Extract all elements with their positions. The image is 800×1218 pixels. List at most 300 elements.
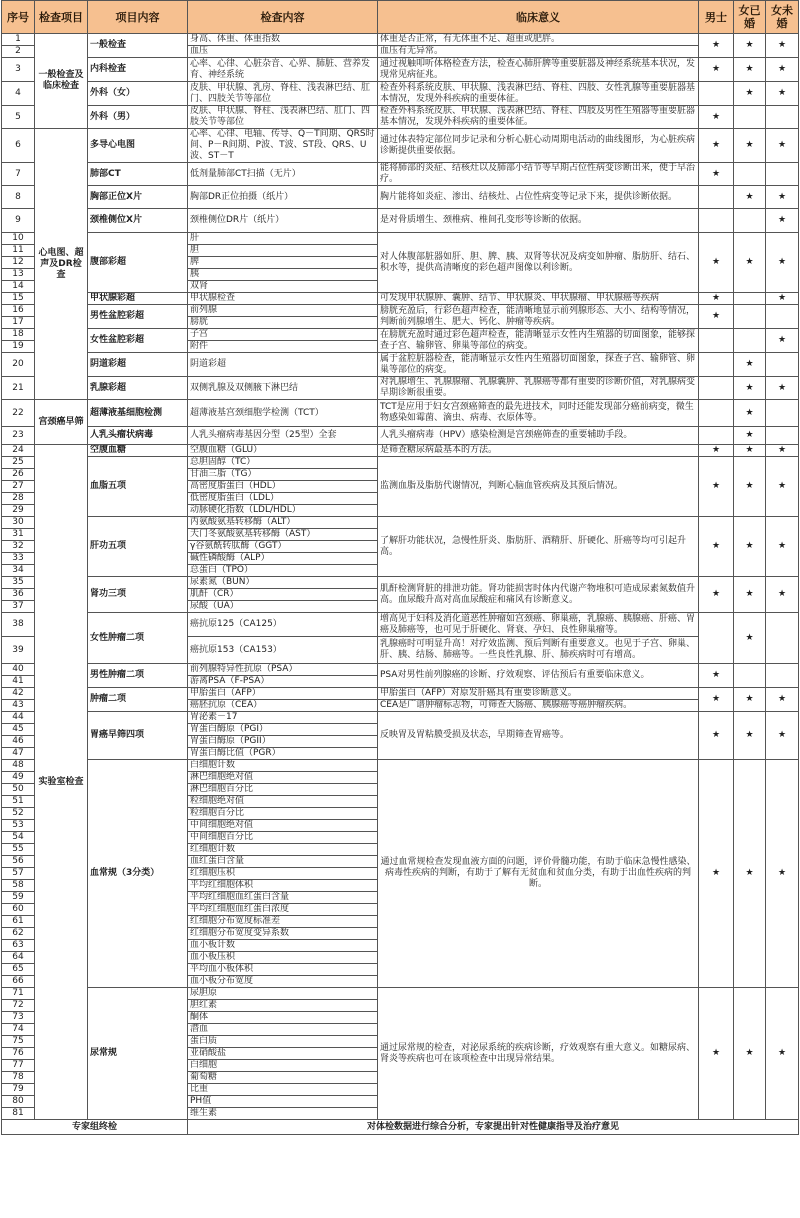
row-number: 33 xyxy=(2,553,35,565)
row-number: 22 xyxy=(2,400,35,427)
row-number: 48 xyxy=(2,760,35,772)
row-number: 14 xyxy=(2,281,35,293)
female-unmarried-star xyxy=(766,353,799,377)
row-number: 36 xyxy=(2,589,35,601)
content-cell: 胃蛋白酶原（PGII） xyxy=(188,736,378,748)
row-number: 50 xyxy=(2,784,35,796)
row-number: 76 xyxy=(2,1048,35,1060)
row-number: 2 xyxy=(2,46,35,58)
content-cell: 尿素氮（BUN） xyxy=(188,577,378,589)
row-number: 10 xyxy=(2,233,35,245)
content-cell: 低密度脂蛋白（LDL） xyxy=(188,493,378,505)
row-number: 62 xyxy=(2,928,35,940)
female-unmarried-star: ★ xyxy=(766,58,799,82)
content-cell: 胸部DR正位拍摄（纸片） xyxy=(188,186,378,209)
content-cell: 平均红细胞血红蛋白浓度 xyxy=(188,904,378,916)
content-cell: 胆红素 xyxy=(188,1000,378,1012)
content-cell: 红细胞压积 xyxy=(188,868,378,880)
female-unmarried-star xyxy=(766,664,799,688)
row-number: 17 xyxy=(2,317,35,329)
row-number: 81 xyxy=(2,1108,35,1120)
header-male: 男士 xyxy=(699,1,734,34)
table-row xyxy=(2,34,799,46)
item-name: 胃癌早筛四项 xyxy=(88,712,188,760)
row-number: 56 xyxy=(2,856,35,868)
male-star xyxy=(699,82,734,106)
row-number: 5 xyxy=(2,106,35,129)
female-married-star: ★ xyxy=(734,34,766,58)
content-cell: 皮肤、甲状腺、脊柱、浅表淋巴结、肛门、四肢关节等部位 xyxy=(188,106,378,129)
table-row xyxy=(2,427,799,445)
item-name: 男性肿瘤二项 xyxy=(88,664,188,688)
male-star: ★ xyxy=(699,233,734,293)
row-number: 29 xyxy=(2,505,35,517)
header-row xyxy=(2,1,799,34)
male-star: ★ xyxy=(699,445,734,457)
meaning-cell: 属于盆腔脏器检查，能清晰显示女性内生殖器切面图象，探查子宫、输卵管、卵巢等部位的病变。 xyxy=(378,353,699,377)
row-number: 8 xyxy=(2,186,35,209)
row-number: 42 xyxy=(2,688,35,700)
female-unmarried-star: ★ xyxy=(766,82,799,106)
table-row xyxy=(2,82,799,106)
item-name: 乳腺彩超 xyxy=(88,377,188,400)
content-cell: 皮肤、甲状腺、乳房、脊柱、浅表淋巴结、肛门、四肢关节等部位 xyxy=(188,82,378,106)
content-cell: 肌酐（CR） xyxy=(188,589,378,601)
male-star: ★ xyxy=(699,712,734,760)
header-content: 检查内容 xyxy=(188,1,378,34)
female-married-star: ★ xyxy=(734,82,766,106)
meaning-cell: 了解肝功能状况，急慢性肝炎、脂肪肝、酒精肝、肝硬化、肝癌等均可引起升高。 xyxy=(378,517,699,577)
row-number: 78 xyxy=(2,1072,35,1084)
content-cell: 低剂量肺部CT扫描（无片） xyxy=(188,163,378,186)
row-number: 73 xyxy=(2,1012,35,1024)
meaning-cell: 对人体腹部脏器如肝、胆、脾、胰、双肾等状况及病变如肿瘤、脂肪肝、结石、积水等，提供高清晰度的彩色超声图像以利诊断。 xyxy=(378,233,699,293)
table-row xyxy=(2,664,799,676)
content-cell: 胰 xyxy=(188,269,378,281)
male-star: ★ xyxy=(699,664,734,688)
female-married-star: ★ xyxy=(734,353,766,377)
row-number: 77 xyxy=(2,1060,35,1072)
row-number: 79 xyxy=(2,1084,35,1096)
meaning-cell: 体重是否正常，有无体重不足、超重或肥胖。 xyxy=(378,34,699,46)
content-cell: 胆 xyxy=(188,245,378,257)
table-row xyxy=(2,517,799,529)
row-number: 18 xyxy=(2,329,35,341)
row-number: 4 xyxy=(2,82,35,106)
meaning-cell: 甲胎蛋白（AFP）对原发肝癌具有重要诊断意义。 xyxy=(378,688,699,700)
male-star xyxy=(699,209,734,233)
footer-label: 专家组终检 xyxy=(2,1120,188,1135)
item-name: 甲状腺彩超 xyxy=(88,293,188,305)
row-number: 3 xyxy=(2,58,35,82)
content-cell: 亚硝酸盐 xyxy=(188,1048,378,1060)
content-cell: 胃蛋白酶比值（PGR） xyxy=(188,748,378,760)
female-married-star: ★ xyxy=(734,427,766,445)
content-cell: 人乳头瘤病毒基因分型（25型）全套 xyxy=(188,427,378,445)
female-married-star xyxy=(734,163,766,186)
row-number: 44 xyxy=(2,712,35,724)
female-unmarried-star: ★ xyxy=(766,377,799,400)
table-row xyxy=(2,445,799,457)
male-star: ★ xyxy=(699,58,734,82)
content-cell: 心率、心律、电轴、传导、Q－T间期、QRS时间、P－R间期、P波、T波、ST段、QRS、U波、ST－T xyxy=(188,129,378,163)
female-married-star: ★ xyxy=(734,688,766,712)
female-unmarried-star xyxy=(766,163,799,186)
male-star xyxy=(699,377,734,400)
female-married-star: ★ xyxy=(734,233,766,293)
item-name: 外科（女） xyxy=(88,82,188,106)
content-cell: 蛋白质 xyxy=(188,1036,378,1048)
content-cell: 前列腺 xyxy=(188,305,378,317)
row-number: 63 xyxy=(2,940,35,952)
content-cell: 双肾 xyxy=(188,281,378,293)
table-row xyxy=(2,106,799,129)
content-cell: 癌胚抗原（CEA） xyxy=(188,700,378,712)
female-unmarried-star: ★ xyxy=(766,988,799,1120)
female-unmarried-star xyxy=(766,400,799,427)
row-number: 43 xyxy=(2,700,35,712)
meaning-cell: 通过尿常规的检查，对泌尿系统的疾病诊断，疗效观察有重大意义。如糖尿病、肾炎等疾病也可在该项检查中出现异常结果。 xyxy=(378,988,699,1120)
content-cell: 癌抗原125（CA125） xyxy=(188,613,378,637)
male-star: ★ xyxy=(699,457,734,517)
header-category: 检查项目 xyxy=(35,1,88,34)
male-star: ★ xyxy=(699,760,734,988)
male-star xyxy=(699,329,734,353)
content-cell: 平均红细胞体积 xyxy=(188,880,378,892)
content-cell: 总胆固醇（TC） xyxy=(188,457,378,469)
row-number: 65 xyxy=(2,964,35,976)
male-star xyxy=(699,186,734,209)
row-number: 31 xyxy=(2,529,35,541)
row-number: 64 xyxy=(2,952,35,964)
row-number: 27 xyxy=(2,481,35,493)
content-cell: 阴道彩超 xyxy=(188,353,378,377)
male-star xyxy=(699,400,734,427)
female-unmarried-star: ★ xyxy=(766,457,799,517)
row-number: 53 xyxy=(2,820,35,832)
row-number: 32 xyxy=(2,541,35,553)
content-cell: 中间细胞百分比 xyxy=(188,832,378,844)
content-cell: 粒细胞绝对值 xyxy=(188,796,378,808)
item-name: 肿瘤二项 xyxy=(88,688,188,712)
row-number: 12 xyxy=(2,257,35,269)
content-cell: 血小板计数 xyxy=(188,940,378,952)
content-cell: 红细胞计数 xyxy=(188,844,378,856)
content-cell: 红细胞分布宽度变异系数 xyxy=(188,928,378,940)
item-name: 空腹血糖 xyxy=(88,445,188,457)
male-star: ★ xyxy=(699,988,734,1120)
content-cell: 白细胞 xyxy=(188,1060,378,1072)
item-name: 多导心电图 xyxy=(88,129,188,163)
row-number: 80 xyxy=(2,1096,35,1108)
content-cell: 血压 xyxy=(188,46,378,58)
content-cell: 尿胆原 xyxy=(188,988,378,1000)
table-row xyxy=(2,760,799,772)
meaning-cell: 通过视触叩听体格检查方法，检查心肺肝脾等重要脏器及神经系统基本状况，发现常见病征兆。 xyxy=(378,58,699,82)
row-number: 9 xyxy=(2,209,35,233)
content-cell: 甲状腺检查 xyxy=(188,293,378,305)
content-cell: 胃泌素－17 xyxy=(188,712,378,724)
item-name: 一般检查 xyxy=(88,34,188,58)
meaning-cell: 通过血常规检查发现血液方面的问题，评价骨髓功能，有助于临床急慢性感染、病毒性疾病的判断，有助于了解有无贫血和贫血分类，有助于出血性疾病的判断。 xyxy=(378,760,699,988)
male-star xyxy=(699,613,734,664)
male-star: ★ xyxy=(699,129,734,163)
row-number: 49 xyxy=(2,772,35,784)
category-cell: 实验室检查 xyxy=(35,445,88,1120)
table-row xyxy=(2,457,799,469)
content-cell: 肝 xyxy=(188,233,378,245)
meaning-cell: 能将肺部的炎症、结核灶以及肺部小结节等早期占位性病变诊断出来，便于早治疗。 xyxy=(378,163,699,186)
content-cell: 平均血小板体积 xyxy=(188,964,378,976)
content-cell: 平均红细胞血红蛋白含量 xyxy=(188,892,378,904)
table-row xyxy=(2,329,799,341)
content-cell: 血小板分布宽度 xyxy=(188,976,378,988)
row-number: 21 xyxy=(2,377,35,400)
content-cell: 膀胱 xyxy=(188,317,378,329)
female-married-star: ★ xyxy=(734,445,766,457)
content-cell: 淋巴细胞绝对值 xyxy=(188,772,378,784)
meaning-cell: 血压有无异常。 xyxy=(378,46,699,58)
table-row xyxy=(2,577,799,589)
row-number: 39 xyxy=(2,637,35,664)
table-row xyxy=(2,613,799,637)
item-name: 超薄液基细胞检测 xyxy=(88,400,188,427)
female-unmarried-star: ★ xyxy=(766,233,799,293)
row-number: 38 xyxy=(2,613,35,637)
male-star: ★ xyxy=(699,577,734,613)
header-item: 项目内容 xyxy=(88,1,188,34)
item-name: 肺部CT xyxy=(88,163,188,186)
item-name: 男性盆腔彩超 xyxy=(88,305,188,329)
female-married-star xyxy=(734,329,766,353)
content-cell: 身高、体重、体重指数 xyxy=(188,34,378,46)
meaning-cell: 检查外科系统皮肤、甲状腺、浅表淋巴结、脊柱、四肢、女性乳腺等重要脏器基本情况，发现外科疾病的重要体征。 xyxy=(378,82,699,106)
header-no: 序号 xyxy=(2,1,35,34)
female-married-star xyxy=(734,293,766,305)
female-unmarried-star: ★ xyxy=(766,517,799,577)
table-row xyxy=(2,58,799,82)
female-unmarried-star xyxy=(766,427,799,445)
meaning-cell: 膀胱充盈后，行彩色超声检查，能清晰地显示前列腺形态、大小、结构等情况，判断前列腺增生、肥大、钙化、肿瘤等疾病。 xyxy=(378,305,699,329)
female-married-star: ★ xyxy=(734,577,766,613)
row-number: 47 xyxy=(2,748,35,760)
female-married-star: ★ xyxy=(734,58,766,82)
female-unmarried-star: ★ xyxy=(766,34,799,58)
meaning-cell: TCT是应用于妇女宫颈癌筛查的最先进技术，同时还能发现部分癌前病变，微生物感染如霉菌、滴虫、病毒、衣原体等。 xyxy=(378,400,699,427)
content-cell: 附件 xyxy=(188,341,378,353)
item-name: 尿常规 xyxy=(88,988,188,1120)
item-name: 颈椎侧位X片 xyxy=(88,209,188,233)
female-unmarried-star: ★ xyxy=(766,760,799,988)
health-checkup-table xyxy=(1,0,799,1135)
female-unmarried-star: ★ xyxy=(766,293,799,305)
row-number: 61 xyxy=(2,916,35,928)
female-unmarried-star xyxy=(766,305,799,329)
header-meaning: 临床意义 xyxy=(378,1,699,34)
footer-text: 对体检数据进行综合分析，专家提出针对性健康指导及治疗意见 xyxy=(188,1120,799,1135)
content-cell: 脾 xyxy=(188,257,378,269)
row-number: 15 xyxy=(2,293,35,305)
female-unmarried-star: ★ xyxy=(766,688,799,712)
item-name: 血脂五项 xyxy=(88,457,188,517)
content-cell: 红细胞分布宽度标准差 xyxy=(188,916,378,928)
table-row xyxy=(2,712,799,724)
female-married-star: ★ xyxy=(734,712,766,760)
meaning-cell: 通过体表特定部位同步记录和分析心脏心动周期电活动的曲线图形，为心脏疾病诊断提供重要依据。 xyxy=(378,129,699,163)
female-unmarried-star: ★ xyxy=(766,186,799,209)
row-number: 24 xyxy=(2,445,35,457)
table-row xyxy=(2,233,799,245)
female-married-star: ★ xyxy=(734,517,766,577)
female-married-star: ★ xyxy=(734,186,766,209)
female-married-star xyxy=(734,664,766,688)
row-number: 60 xyxy=(2,904,35,916)
male-star: ★ xyxy=(699,163,734,186)
content-cell: 丙氨酸氨基转移酶（ALT） xyxy=(188,517,378,529)
item-name: 腹部彩超 xyxy=(88,233,188,293)
content-cell: γ谷氨酰转肽酶（GGT） xyxy=(188,541,378,553)
female-unmarried-star xyxy=(766,613,799,664)
category-cell: 一般检查及临床检查 xyxy=(35,34,88,129)
row-number: 6 xyxy=(2,129,35,163)
content-cell: 尿酸（UA） xyxy=(188,601,378,613)
content-cell: 甘油三脂（TG） xyxy=(188,469,378,481)
meaning-cell: 人乳头瘤病毒（HPV）感染检测是宫颈癌筛查的重要辅助手段。 xyxy=(378,427,699,445)
content-cell: 葡萄糖 xyxy=(188,1072,378,1084)
table-row xyxy=(2,377,799,400)
meaning-cell: 是对骨质增生、颈椎病、椎间孔变形等诊断的依据。 xyxy=(378,209,699,233)
content-cell: 超薄液基宫颈细胞学检测（TCT） xyxy=(188,400,378,427)
content-cell: 颈椎侧位DR片（纸片） xyxy=(188,209,378,233)
row-number: 11 xyxy=(2,245,35,257)
row-number: 16 xyxy=(2,305,35,317)
content-cell: 粒细胞百分比 xyxy=(188,808,378,820)
female-married-star: ★ xyxy=(734,760,766,988)
row-number: 35 xyxy=(2,577,35,589)
content-cell: 游离PSA（F-PSA） xyxy=(188,676,378,688)
item-name: 外科（男） xyxy=(88,106,188,129)
content-cell: 潜血 xyxy=(188,1024,378,1036)
row-number: 72 xyxy=(2,1000,35,1012)
content-cell: 心率、心律、心脏杂音、心界、肺脏、营养发育、神经系统 xyxy=(188,58,378,82)
meaning-cell: 监测血脂及脂肪代谢情况，判断心脑血管疾病及其预后情况。 xyxy=(378,457,699,517)
row-number: 52 xyxy=(2,808,35,820)
row-number: 40 xyxy=(2,664,35,676)
male-star: ★ xyxy=(699,517,734,577)
male-star: ★ xyxy=(699,106,734,129)
row-number: 66 xyxy=(2,976,35,988)
content-cell: 中间细胞绝对值 xyxy=(188,820,378,832)
row-number: 34 xyxy=(2,565,35,577)
content-cell: 子宫 xyxy=(188,329,378,341)
male-star xyxy=(699,353,734,377)
footer-row xyxy=(2,1120,799,1135)
content-cell: 空腹血糖（GLU） xyxy=(188,445,378,457)
meaning-cell: CEA是广谱肿瘤标志物，可筛查大肠癌、胰腺癌等癌肿瘤疾病。 xyxy=(378,700,699,712)
content-cell: 双侧乳腺及双侧腋下淋巴结 xyxy=(188,377,378,400)
content-cell: 血小板压积 xyxy=(188,952,378,964)
meaning-cell: 肌酐检测肾脏的排泄功能。肾功能损害时体内代谢产物堆积可造成尿素氮数值升高。血尿酸升高对高血尿酸症和痛风有诊断意义。 xyxy=(378,577,699,613)
content-cell: 甲胎蛋白（AFP） xyxy=(188,688,378,700)
content-cell: PH值 xyxy=(188,1096,378,1108)
content-cell: 天门冬氨酸氨基转移酶（AST） xyxy=(188,529,378,541)
table-row xyxy=(2,186,799,209)
header-female-married: 女已婚 xyxy=(734,1,766,34)
female-married-star xyxy=(734,209,766,233)
item-name: 胸部正位X片 xyxy=(88,186,188,209)
content-cell: 前列腺特异性抗原（PSA） xyxy=(188,664,378,676)
row-number: 59 xyxy=(2,892,35,904)
item-name: 女性肿瘤二项 xyxy=(88,613,188,664)
item-name: 肾功三项 xyxy=(88,577,188,613)
female-unmarried-star: ★ xyxy=(766,445,799,457)
female-married-star: ★ xyxy=(734,613,766,664)
meaning-cell: 可发现甲状腺肿、囊肿、结节、甲状腺炎、甲状腺瘤、甲状腺癌等疾病 xyxy=(378,293,699,305)
row-number: 46 xyxy=(2,736,35,748)
row-number: 57 xyxy=(2,868,35,880)
male-star: ★ xyxy=(699,293,734,305)
table-row xyxy=(2,129,799,163)
row-number: 30 xyxy=(2,517,35,529)
meaning-cell: 反映胃及胃粘膜受损及状态，早期筛查胃癌等。 xyxy=(378,712,699,760)
table-row xyxy=(2,353,799,377)
table-row xyxy=(2,209,799,233)
meaning-cell: 是筛查糖尿病最基本的方法。 xyxy=(378,445,699,457)
meaning-cell: 对乳腺增生、乳腺腺瘤、乳腺囊肿、乳腺癌等都有重要的诊断价值，对乳腺病变早期诊断很重要。 xyxy=(378,377,699,400)
row-number: 41 xyxy=(2,676,35,688)
female-married-star: ★ xyxy=(734,129,766,163)
row-number: 7 xyxy=(2,163,35,186)
female-married-star: ★ xyxy=(734,400,766,427)
item-name: 血常规（3分类） xyxy=(88,760,188,988)
content-cell: 动脉硬化指数（LDL/HDL） xyxy=(188,505,378,517)
male-star: ★ xyxy=(699,688,734,712)
content-cell: 癌抗原153（CA153） xyxy=(188,637,378,664)
row-number: 37 xyxy=(2,601,35,613)
female-unmarried-star xyxy=(766,106,799,129)
content-cell: 白细胞计数 xyxy=(188,760,378,772)
table-row xyxy=(2,305,799,317)
content-cell: 血红蛋白含量 xyxy=(188,856,378,868)
category-cell: 宫颈癌早筛 xyxy=(35,400,88,445)
item-name: 肝功五项 xyxy=(88,517,188,577)
female-unmarried-star: ★ xyxy=(766,712,799,760)
female-married-star: ★ xyxy=(734,457,766,517)
meaning-cell: 乳腺癌时可明显升高！对疗效监测、预后判断有重要意义。也见于子宫、卵巢、肝、胰、结肠、肺癌等。一些良性乳腺、肝、肺疾病时可有增高。 xyxy=(378,637,699,664)
item-name: 阴道彩超 xyxy=(88,353,188,377)
table-row xyxy=(2,400,799,427)
row-number: 19 xyxy=(2,341,35,353)
meaning-cell: 在膀胱充盈时通过彩色超声检查，能清晰显示女性内生殖器的切面图象，能够探查子宫、输卵管、卵巢等部位的病变。 xyxy=(378,329,699,353)
content-cell: 淋巴细胞百分比 xyxy=(188,784,378,796)
content-cell: 高密度脂蛋白（HDL） xyxy=(188,481,378,493)
row-number: 54 xyxy=(2,832,35,844)
content-cell: 酮体 xyxy=(188,1012,378,1024)
female-unmarried-star: ★ xyxy=(766,129,799,163)
meaning-cell: PSA对男性前列腺癌的诊断、疗效观察、评估预后有重要临床意义。 xyxy=(378,664,699,688)
female-married-star: ★ xyxy=(734,988,766,1120)
male-star: ★ xyxy=(699,34,734,58)
item-name: 内科检查 xyxy=(88,58,188,82)
row-number: 13 xyxy=(2,269,35,281)
content-cell: 比重 xyxy=(188,1084,378,1096)
row-number: 51 xyxy=(2,796,35,808)
row-number: 28 xyxy=(2,493,35,505)
content-cell: 维生素 xyxy=(188,1108,378,1120)
female-unmarried-star: ★ xyxy=(766,329,799,353)
category-cell: 心电图、超声及DR检查 xyxy=(35,129,88,400)
header-female-unmarried: 女未婚 xyxy=(766,1,799,34)
